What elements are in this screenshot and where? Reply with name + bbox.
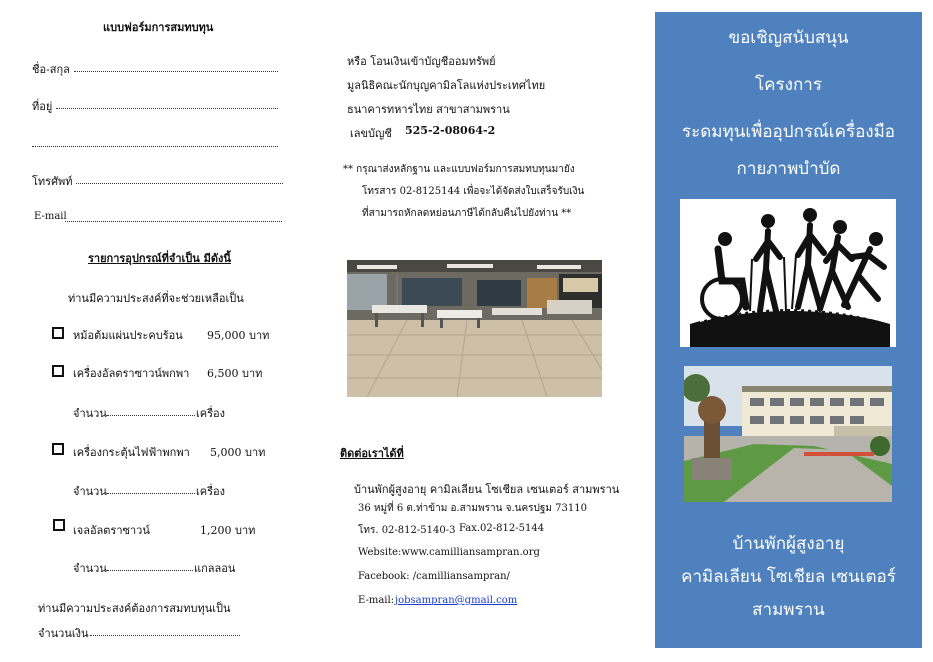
cover-bottom2: คามิลเลียน โซเชียล เซนเตอร์ [681,567,896,587]
email-field[interactable] [65,221,282,222]
item-price: 1,200 บาท [200,524,256,537]
item-checkbox-gel[interactable] [53,519,65,531]
donate-amount-label: จำนวนเงิน [38,627,89,640]
donate-amount-field[interactable] [90,635,240,636]
item-price: 5,000 บาท [210,446,266,459]
qty-unit: แกลลอน [194,562,236,575]
contact-org: บ้านพักผู้สูงอายุ คามิลเลียน โซเชียล เซนเตอร์ สามพราน [354,483,620,496]
contact-address: 36 หมู่ที่ 6 ต.ท่าข้าม อ.สามพราน จ.นครปฐม 73110 [358,503,587,514]
equipment-heading: รายการอุปกรณ์ที่จำเป็น มีดังนี้ [88,252,231,265]
email-label: E-mail [34,211,67,222]
name-field[interactable] [74,71,278,72]
account-label: เลขบัญชี [350,127,392,140]
bank-line2: มูลนิธิคณะนักบุญคามิลโลแห่งประเทศไทย [347,79,546,92]
item-checkbox-ultrasound[interactable] [52,365,64,377]
cover-line4: กายภาพบำบัด [736,159,841,179]
bank-line3: ธนาคารทหารไทย สาขาสามพราน [347,103,510,116]
cover-line3: ระดมทุนเพื่ออุปกรณ์เครื่องมือ [682,122,895,142]
item-name: เจลอัลตราซาวน์ [73,524,150,537]
equipment-intro: ท่านมีความประสงค์ที่จะช่วยเหลือเป็น [68,292,244,305]
rehab-figures-illustration [680,199,896,347]
name-label: ชื่อ-สกุล [32,63,70,76]
bank-note2: โทรสาร 02-8125144 เพื่อจะได้จัดส่งใบเสร็จรับเงิน [362,186,585,197]
item-checkbox-hot-pack[interactable] [52,327,64,339]
address-field[interactable] [56,108,278,109]
donate-text: ท่านมีความประสงค์ต้องการสมทบทุนเป็น [38,602,231,615]
address-field-line2[interactable] [32,146,278,147]
contact-phone: โทร. 02-812-5140-3 [358,525,456,536]
cover-line2: โครงการ [755,75,822,95]
cover-panel [655,12,922,648]
contact-fax: Fax.02-812-5144 [459,523,545,534]
contact-website[interactable]: Website:www.camilliansampran.org [358,547,540,558]
qty-unit: เครื่อง [196,407,226,420]
account-number: 525-2-08064-2 [405,124,496,137]
item-price: 95,000 บาท [207,329,270,342]
phone-field[interactable] [76,183,283,184]
therapy-room-photo [347,260,602,397]
item-name: เครื่องอัลตราซาวน์พกพา [73,367,190,380]
address-label: ที่อยู่ [32,100,53,113]
cover-bottom1: บ้านพักผู้สูงอายุ [732,534,845,554]
qty-label: จำนวน [73,407,107,420]
item-name: เครื่องกระตุ้นไฟฟ้าพกพา [73,446,190,459]
contact-heading: ติดต่อเราได้ที่ [340,447,404,460]
qty-field-gel[interactable] [107,570,193,571]
contact-email-link[interactable]: jobsampran@gmail.com [395,595,518,606]
building-photo [684,366,892,502]
contact-email-label: E-mail: [358,595,395,606]
form-title: แบบฟอร์มการสมทบทุน [103,21,214,34]
cover-line1: ขอเชิญสนับสนุน [728,28,849,48]
item-name: หม้อต้มแผ่นประคบร้อน [73,329,183,342]
qty-field-stimulator[interactable] [107,493,195,494]
qty-field-ultrasound[interactable] [107,415,195,416]
bank-line1: หรือ โอนเงินเข้าบัญชีออมทรัพย์ [347,55,496,68]
contact-facebook[interactable]: Facebook: /camilliansampran/ [358,571,510,582]
item-checkbox-stimulator[interactable] [52,443,64,455]
qty-label: จำนวน [73,562,107,575]
qty-label: จำนวน [73,485,107,498]
phone-label: โทรศัพท์ [32,175,73,188]
bank-note1: ** กรุณาส่งหลักฐาน และแบบฟอร์มการสมทบทุนมายัง [343,164,575,175]
bank-note3: ที่สามารถหักลดหย่อนภาษีได้กลับคืนไปยังท่าน ** [362,208,572,219]
qty-unit: เครื่อง [196,485,226,498]
item-price: 6,500 บาท [207,367,263,380]
cover-bottom3: สามพราน [752,600,825,620]
